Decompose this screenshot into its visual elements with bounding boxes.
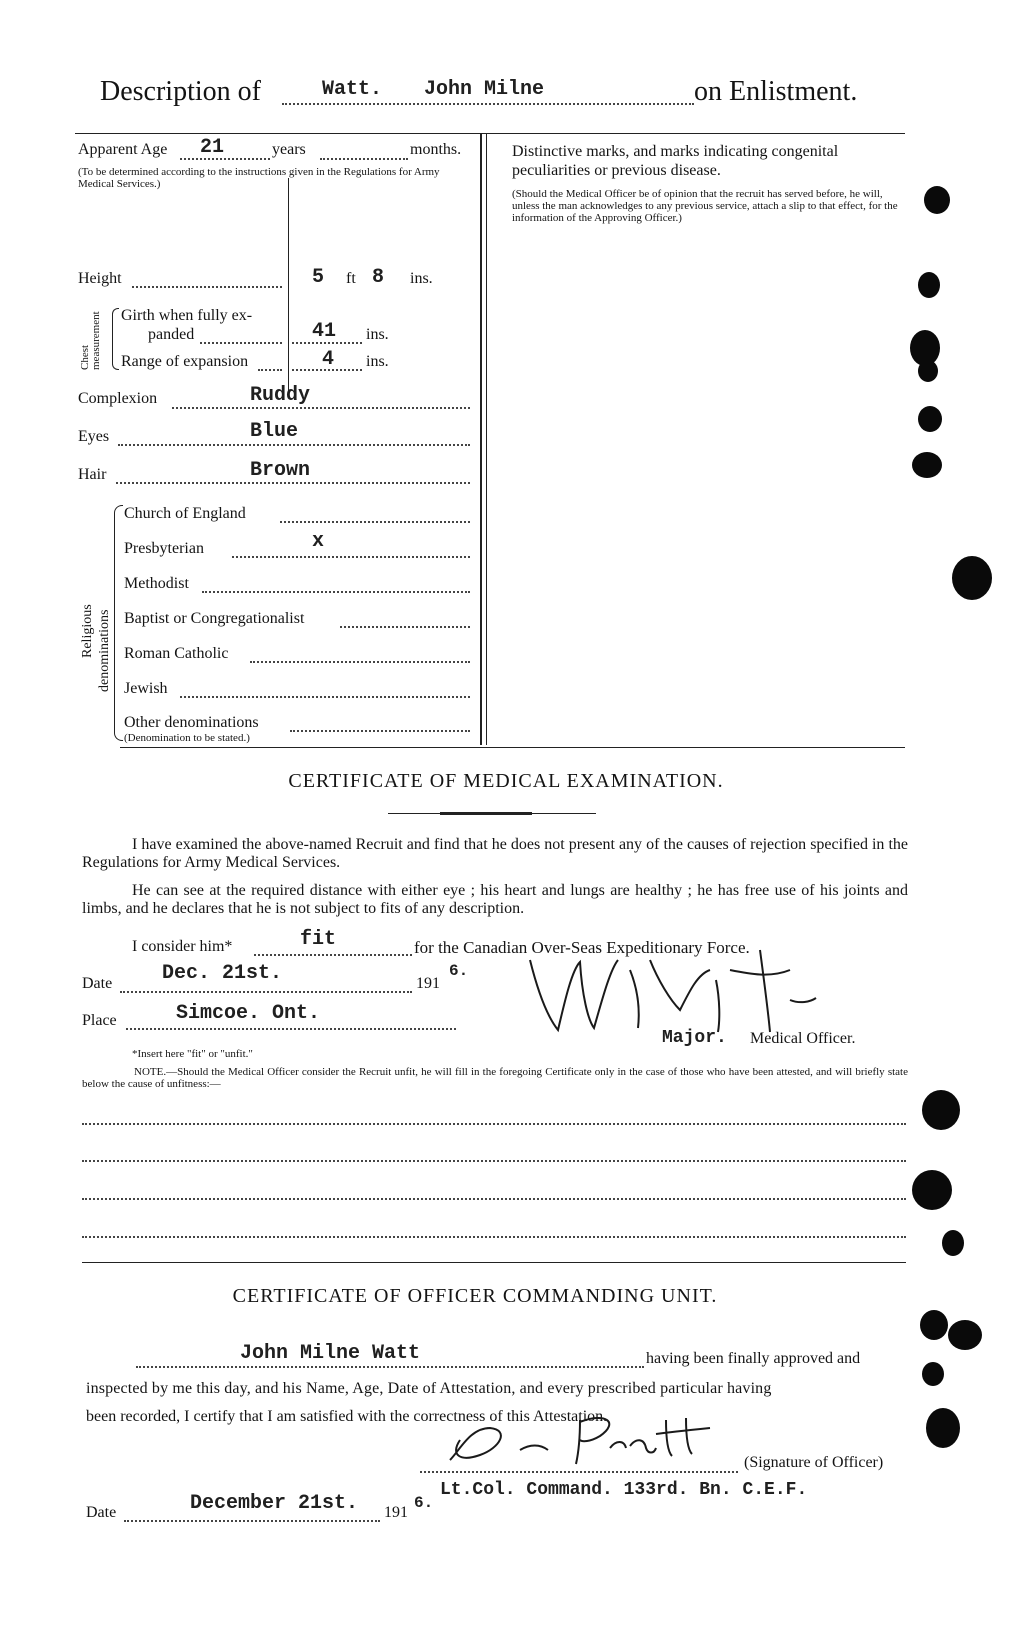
unfitness-line-2 [82, 1160, 906, 1162]
religion-line-4 [340, 626, 470, 628]
religion-line-7 [290, 730, 470, 732]
punch-hole [912, 452, 942, 478]
height-ft-value: 5 [312, 266, 325, 289]
header-suffix: on Enlistment. [694, 76, 858, 107]
header-given-names: John Milne [424, 78, 545, 101]
hair-line [116, 482, 470, 484]
consider-label: I consider him* [132, 938, 233, 955]
commanding-line-3: been recorded, I certify that I am satisfied with the correctness of this Attestation. [86, 1408, 608, 1425]
punch-hole [922, 1362, 944, 1386]
girth-ins-label: ins. [366, 326, 389, 343]
medical-title: CERTIFICATE OF MEDICAL EXAMINATION. [288, 770, 724, 792]
signature-line [420, 1471, 738, 1473]
medical-date-value: Dec. 21st. [162, 962, 283, 985]
expansion-value: 4 [322, 348, 335, 371]
medical-place-line [126, 1028, 456, 1030]
religion-line-6 [180, 696, 470, 698]
top-rule [75, 133, 905, 134]
marks-label-2: peculiarities or previous disease. [512, 162, 721, 179]
girth-line-2 [292, 342, 362, 344]
unfitness-line-3 [82, 1198, 906, 1200]
complexion-label: Complexion [78, 390, 158, 407]
height-label: Height [78, 270, 122, 287]
religion-other: Other denominations [124, 714, 259, 731]
medical-para-1: I have examined the above-named Recruit and find that he does not present any of the causes of rejection specified in the Regulations for Army Medical Services. [82, 836, 908, 871]
complexion-value: Ruddy [250, 384, 311, 407]
age-value: 21 [200, 136, 225, 159]
medical-place-label: Place [82, 1012, 117, 1029]
ft-label: ft [346, 270, 356, 287]
commanding-date-label: Date [86, 1504, 117, 1521]
signature-label: (Signature of Officer) [744, 1454, 884, 1471]
expansion-label: Range of expansion [121, 353, 249, 370]
marks-label-1: Distinctive marks, and marks indicating congenital [512, 143, 839, 160]
medical-date-label: Date [82, 975, 113, 992]
medical-rank: Major. [662, 1028, 727, 1048]
age-label: Apparent Age [78, 141, 168, 158]
religion-presbyterian: Presbyterian [124, 540, 204, 557]
hair-value: Brown [250, 459, 311, 482]
commanding-officer-signature [430, 1400, 750, 1470]
section-rule-1 [120, 747, 905, 748]
eyes-value: Blue [250, 420, 299, 443]
height-in-value: 8 [372, 266, 385, 289]
punch-hole [926, 1408, 960, 1448]
commanding-name-line [136, 1366, 644, 1368]
left-inner-divider [288, 178, 289, 393]
years-label: years [272, 141, 306, 158]
commanding-name-value: John Milne Watt [240, 1342, 421, 1365]
header-prefix: Description of [100, 76, 261, 107]
commanding-date-line [124, 1520, 380, 1522]
punch-hole [918, 272, 940, 298]
punch-hole [948, 1320, 982, 1350]
medical-title-rule-bold [440, 812, 532, 815]
header-name-line [282, 103, 694, 105]
religion-jewish: Jewish [124, 680, 168, 697]
expansion-line [258, 369, 282, 371]
commanding-line-2: inspected by me this day, and his Name, Age, Date of Attestation, and every prescribed particular having [86, 1380, 772, 1397]
commanding-rank: Lt.Col. Command. 133rd. Bn. C.E.F. [440, 1480, 808, 1500]
religion-baptist: Baptist or Congregationalist [124, 610, 305, 627]
medical-year-prefix: 191 [416, 975, 440, 992]
girth-line [200, 342, 282, 344]
punch-hole [912, 1170, 952, 1210]
girth-label-1: Girth when fully ex- [121, 307, 253, 324]
column-divider-1 [480, 133, 482, 745]
chest-side-label: Chest measurement [79, 311, 102, 370]
religion-brace [114, 505, 123, 741]
medical-para-2: He can see at the required distance with either eye ; his heart and lungs are healthy ; he has free use of his joints and limbs, and he declares that he is not subject to fits of any description. [82, 882, 908, 917]
denomination-note: (Denomination to be stated.) [124, 732, 250, 744]
religion-side-label-1: Religious [80, 604, 95, 658]
religion-side-label-2: denominations [97, 609, 112, 692]
medical-officer-label: Medical Officer. [750, 1030, 856, 1047]
column-divider-2 [486, 133, 487, 745]
unfitness-line-4 [82, 1236, 906, 1238]
punch-hole [922, 1090, 960, 1130]
commanding-title: CERTIFICATE OF OFFICER COMMANDING UNIT. [232, 1285, 718, 1307]
unfitness-line-1 [82, 1123, 906, 1125]
fit-value: fit [300, 928, 337, 951]
medical-officer-signature [520, 940, 820, 1040]
header-surname: Watt. [322, 78, 383, 101]
section-rule-2 [82, 1262, 906, 1263]
hair-label: Hair [78, 466, 107, 483]
punch-hole [952, 556, 992, 600]
marks-note: (Should the Medical Officer be of opinion that the recruit has served before, he will, unless the man acknowledges to any previous service, attach a slip to that effect, for the information of the Approving Officer.) [512, 188, 898, 224]
commanding-year-prefix: 191 [384, 1504, 408, 1521]
medical-date-line [120, 991, 412, 993]
force-label: for the Canadian Over-Seas Expeditionary Force. [414, 938, 750, 957]
medical-place-value: Simcoe. Ont. [176, 1002, 321, 1025]
punch-hole [918, 406, 942, 432]
commanding-date-value: December 21st. [190, 1492, 359, 1515]
punch-hole [918, 360, 938, 382]
eyes-line [118, 444, 470, 446]
eyes-label: Eyes [78, 428, 110, 445]
age-note: (To be determined according to the instructions given in the Regulations for Army Medical Services.) [78, 166, 440, 190]
expansion-ins-label: ins. [366, 353, 389, 370]
fit-line [254, 954, 412, 956]
girth-value: 41 [312, 320, 337, 343]
insert-note: *Insert here "fit" or "unfit." [132, 1048, 253, 1060]
medical-note: NOTE.—Should the Medical Officer consider the Recruit unfit, he will fill in the foregoing Certificate only in the case of those who have been attested, and will briefly state below the cause of unfitness:— [82, 1066, 908, 1090]
complexion-line [172, 407, 470, 409]
expansion-line-2 [292, 369, 362, 371]
girth-label-2: panded [148, 326, 195, 343]
months-line [320, 158, 408, 160]
religion-line-5 [250, 661, 470, 663]
punch-hole [924, 186, 950, 214]
punch-hole [942, 1230, 964, 1256]
height-ins-label: ins. [410, 270, 433, 287]
approved-label: having been finally approved and [646, 1350, 861, 1367]
punch-hole [920, 1310, 948, 1340]
commanding-year-suffix: 6. [414, 1494, 434, 1512]
months-label: months. [410, 141, 462, 158]
religion-methodist: Methodist [124, 575, 189, 592]
religion-roman-catholic: Roman Catholic [124, 645, 229, 662]
religion-line-1 [280, 521, 470, 523]
medical-year-suffix: 6. [449, 962, 469, 980]
religion-line-3 [202, 591, 470, 593]
religion-line-2 [232, 556, 470, 558]
chest-brace [112, 308, 119, 370]
religion-church-of-england: Church of England [124, 505, 246, 522]
height-line [132, 286, 282, 288]
religion-mark: x [312, 530, 325, 553]
age-line [180, 158, 270, 160]
